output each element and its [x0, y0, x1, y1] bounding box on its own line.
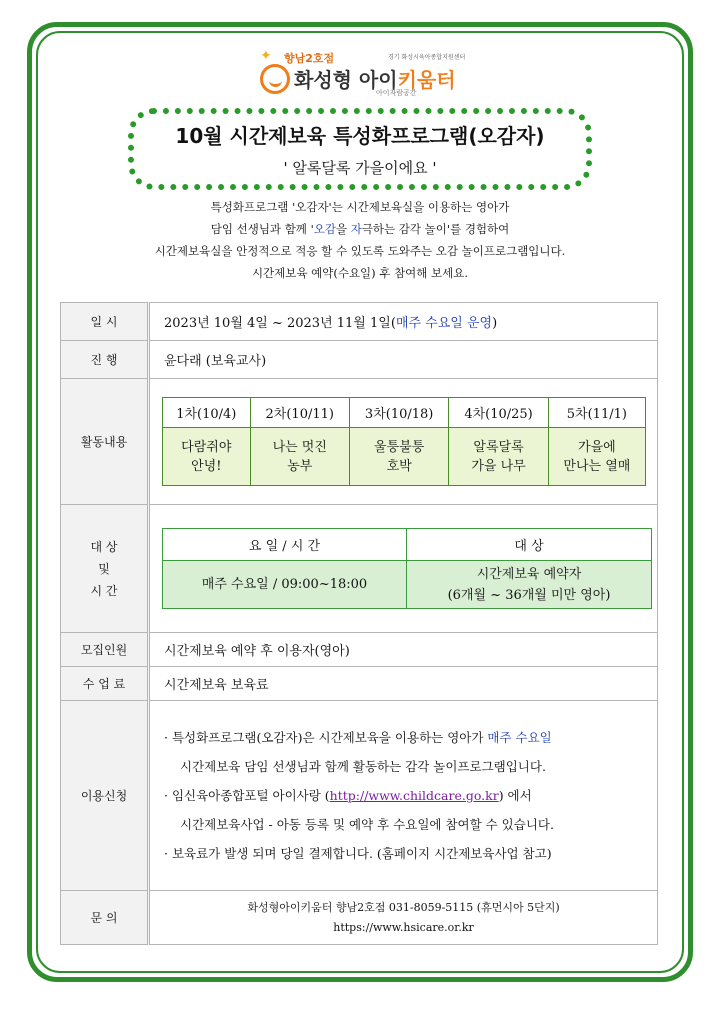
- logo-branch: 향남2호점: [284, 52, 335, 65]
- label-target: 대 상 및 시 간: [61, 505, 149, 633]
- apply-bullet-1-cont: 시간제보육 담임 선생님과 함께 활동하는 감각 놀이프로그램입니다.: [180, 759, 546, 774]
- session-title: 울퉁불퉁 호박: [349, 428, 448, 486]
- contact-line-1: 화성형아이키움터 향남2호점 031-8059-5115 (휴먼시아 5단지): [247, 900, 560, 914]
- row-date: [61, 303, 658, 341]
- intro-line-3: 시간제보육실을 안정적으로 적응 할 수 있도록 도와주는 오감 놀이프로그램입니다.: [154, 244, 566, 258]
- intro-line-4: 시간제보육 예약(수요일) 후 참여해 보세요.: [251, 266, 469, 280]
- session-title: 다람쥐야 안녕!: [163, 428, 251, 486]
- session-head: 2차(10/11): [250, 398, 349, 428]
- label-contact: 문 의: [61, 891, 149, 945]
- apply-bullet-3: · 보육료가 발생 되며 당일 결제합니다. (홈페이지 시간제보육사업 참고): [164, 846, 552, 861]
- session-head: 4차(10/25): [449, 398, 548, 428]
- intro-line-1: 특성화프로그램 '오감자'는 시간제보육실을 이용하는 영아가: [210, 200, 510, 214]
- title-box: [128, 108, 592, 190]
- row-fee: [61, 667, 658, 701]
- time-value: 매주 수요일 / 09:00~18:00: [163, 561, 407, 609]
- value-lead: 윤다래 (보육교사): [149, 341, 658, 379]
- logo-tagline: 아이자람공간: [376, 89, 417, 97]
- target-table: [162, 528, 652, 609]
- apply-bullet-2-cont: 시간제보육사업 - 아동 등록 및 예약 후 수요일에 참여할 수 있습니다.: [180, 817, 554, 832]
- value-recruit: 시간제보육 예약 후 이용자(영아): [149, 633, 658, 667]
- label-recruit: 모집인원: [61, 633, 149, 667]
- apply-bullet-1: · 특성화프로그램(오감자)은 시간제보육을 이용하는 영아가 매주 수요일: [164, 730, 552, 745]
- childcare-link[interactable]: http://www.childcare.go.kr: [329, 788, 499, 803]
- row-contact: [61, 891, 658, 945]
- label-apply: 이용신청: [61, 701, 149, 891]
- session-head: 3차(10/18): [349, 398, 448, 428]
- row-recruit: [61, 633, 658, 667]
- value-contact: [149, 891, 658, 945]
- label-activity: 활동내용: [61, 379, 149, 505]
- logo: [258, 48, 498, 104]
- contact-url[interactable]: https://www.hsicare.or.kr: [333, 920, 474, 934]
- apply-bullet-2: · 임신육아종합포털 아이사랑 (http://www.childcare.go.kr) 에서: [164, 788, 532, 803]
- target-value: 시간제보육 예약자 (6개월 ~ 36개월 미만 영아): [407, 561, 652, 609]
- smile-icon: [260, 64, 290, 94]
- row-lead: [61, 341, 658, 379]
- page-subtitle: ' 알록달록 가을이에요 ': [283, 159, 437, 177]
- head-time: 요 일 / 시 간: [163, 529, 407, 561]
- info-table: [60, 302, 658, 945]
- session-head: 1차(10/4): [163, 398, 251, 428]
- intro-line-2: 담임 선생님과 함께 '오감을 자극하는 감각 놀이'를 경험하여: [210, 222, 510, 236]
- head-target: 대 상: [407, 529, 652, 561]
- label-lead: 진 행: [61, 341, 149, 379]
- value-activity: [149, 379, 658, 505]
- label-fee: 수 업 료: [61, 667, 149, 701]
- session-title: 알록달록 가을 나무: [449, 428, 548, 486]
- value-fee: 시간제보육 보육료: [149, 667, 658, 701]
- session-head: 5차(11/1): [548, 398, 645, 428]
- value-apply: [149, 701, 658, 891]
- value-target: [149, 505, 658, 633]
- session-title: 가을에 만나는 열매: [548, 428, 645, 486]
- value-date: 2023년 10월 4일 ~ 2023년 11월 1일(매주 수요일 운영): [149, 303, 658, 341]
- logo-org: 경기 화성시육아종합지원센터: [388, 54, 466, 61]
- logo-name: 화성형 아이키움터: [294, 68, 456, 92]
- row-target: [61, 505, 658, 633]
- label-date: 일 시: [61, 303, 149, 341]
- row-activity: [61, 379, 658, 505]
- star-icon: ✦: [260, 48, 272, 64]
- activity-table: [162, 397, 646, 486]
- row-apply: [61, 701, 658, 891]
- session-title: 나는 멋진 농부: [250, 428, 349, 486]
- page-title: 10월 시간제보육 특성화프로그램(오감자): [175, 124, 545, 148]
- intro-text: [60, 196, 660, 284]
